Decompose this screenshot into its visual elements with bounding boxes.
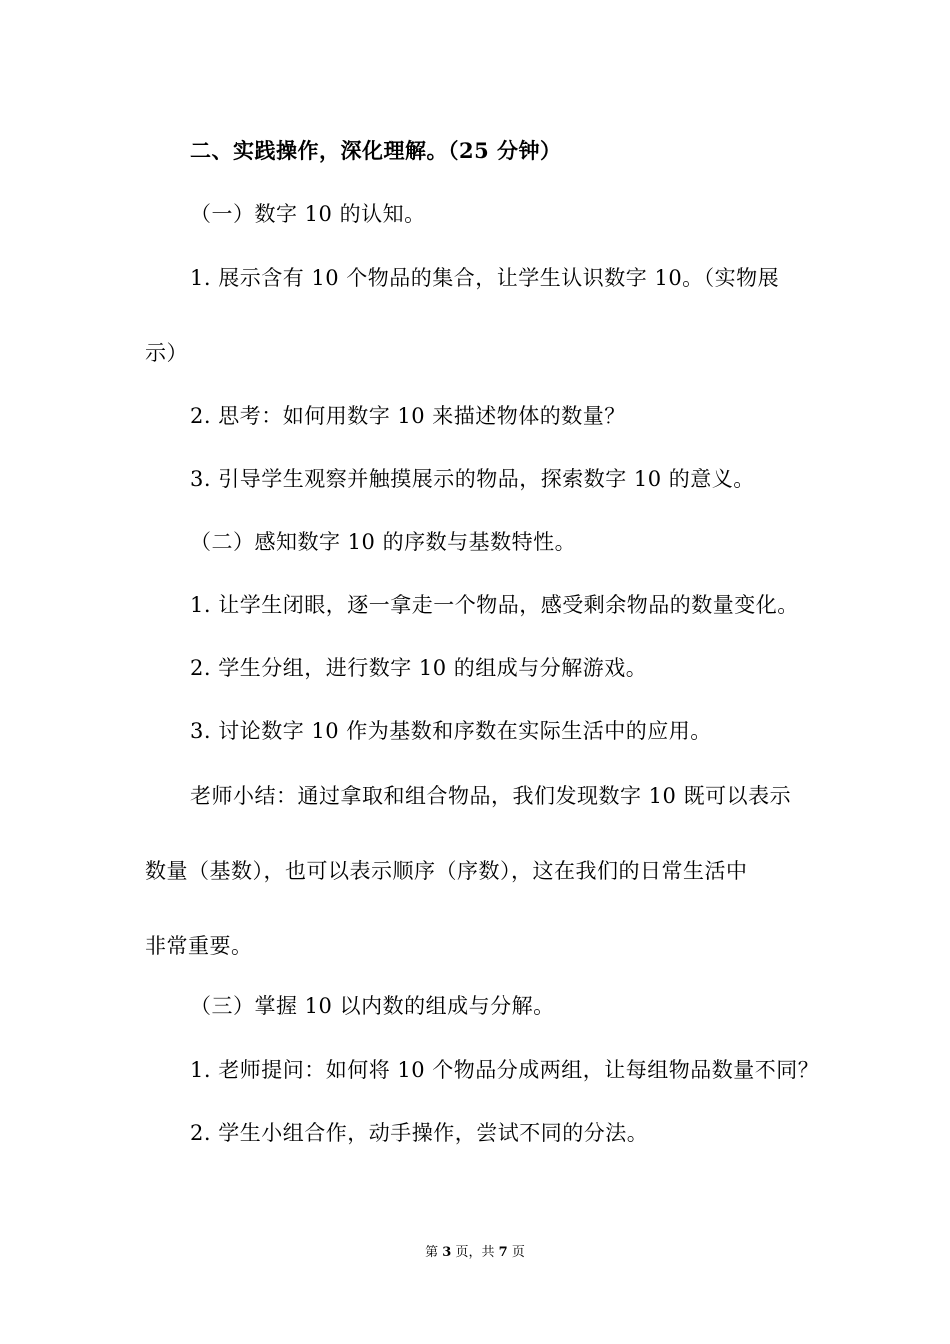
page-footer	[0, 1244, 950, 1262]
part1-item3: 3. 引导学生观察并触摸展示的物品，探索数字 10 的意义。	[190, 467, 755, 491]
footer-current-page: 3	[442, 1245, 452, 1260]
part1-title: （一）数字 10 的认知。	[190, 202, 426, 226]
part2-item3: 3. 讨论数字 10 作为基数和序数在实际生活中的应用。	[190, 719, 712, 743]
footer-suffix: 页	[511, 1245, 525, 1260]
section-heading: 二、实践操作，深化理解。（25 分钟）	[190, 138, 562, 163]
part2-item1: 1. 让学生闭眼，逐一拿走一个物品，感受剩余物品的数量变化。	[190, 593, 799, 617]
part2-title: （二）感知数字 10 的序数与基数特性。	[190, 530, 577, 554]
part1-item1-line2: 示）	[145, 341, 188, 365]
footer-middle: 页，共	[455, 1245, 495, 1260]
part3-title: （三）掌握 10 以内数的组成与分解。	[190, 994, 555, 1018]
part3-item1: 1. 老师提问：如何将 10 个物品分成两组，让每组物品数量不同？	[190, 1058, 820, 1082]
part2-summary-line1: 老师小结：通过拿取和组合物品，我们发现数字 10 既可以表示	[190, 784, 792, 808]
part2-summary-line3: 非常重要。	[145, 934, 253, 958]
part2-summary-line2: 数量（基数），也可以表示顺序（序数），这在我们的日常生活中	[145, 859, 748, 883]
footer-prefix: 第	[425, 1245, 439, 1260]
footer-total-pages: 7	[498, 1245, 508, 1260]
part2-item2: 2. 学生分组，进行数字 10 的组成与分解游戏。	[190, 656, 648, 680]
part1-item1-line1: 1. 展示含有 10 个物品的集合，让学生认识数字 10。（实物展	[190, 266, 780, 290]
part1-item2: 2. 思考：如何用数字 10 来描述物体的数量？	[190, 404, 626, 428]
part3-item2: 2. 学生小组合作，动手操作，尝试不同的分法。	[190, 1121, 649, 1145]
